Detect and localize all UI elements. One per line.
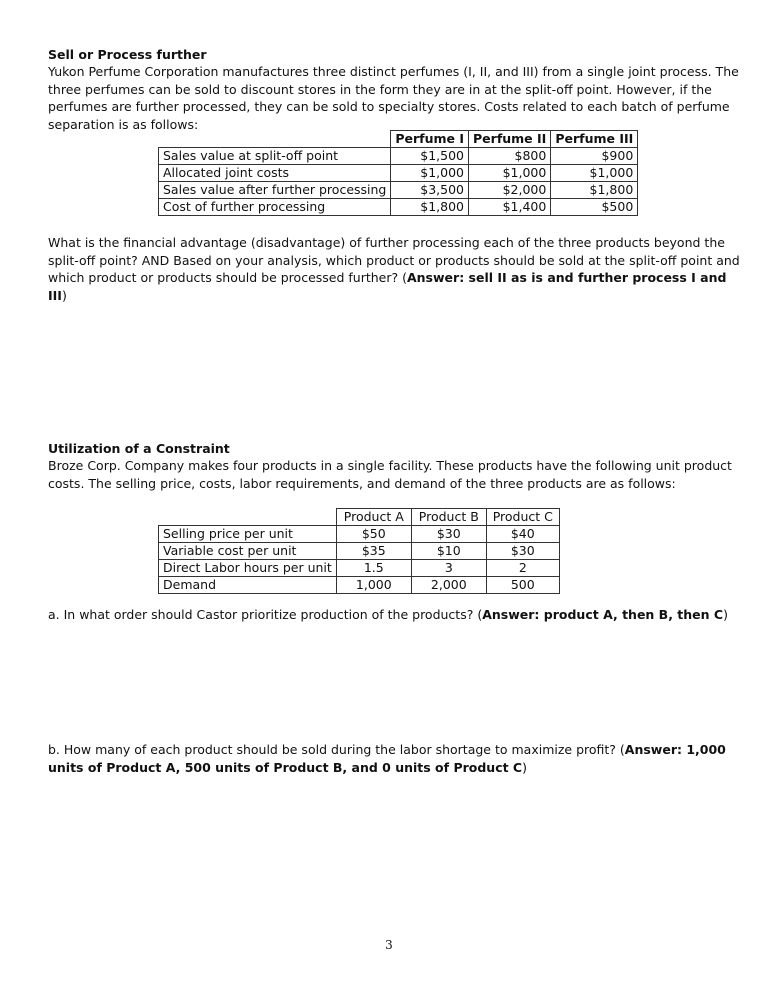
- table-header: Product C: [486, 509, 559, 526]
- table-row: [159, 199, 638, 216]
- table-cell: 1.5: [336, 560, 411, 577]
- question-1-close: ): [61, 287, 67, 303]
- table-cell: $3,500: [391, 182, 469, 199]
- table-cell: $35: [336, 543, 411, 560]
- table-cell: $1,800: [551, 182, 638, 199]
- answer-a-label: Answer:: [482, 607, 544, 622]
- row-label: Direct Labor hours per unit: [159, 560, 337, 577]
- question-a-text: a. In what order should Castor prioritize production of the products? (: [48, 607, 483, 622]
- table-cell: $1,000: [469, 165, 551, 182]
- table-corner-cell: [159, 131, 391, 148]
- section-sell-or-process: [48, 46, 740, 133]
- table-cell: 2: [486, 560, 559, 577]
- table-cell: 1,000: [336, 577, 411, 594]
- row-label: Selling price per unit: [159, 526, 337, 543]
- table-header: Perfume II: [469, 131, 551, 148]
- table-header-row: [159, 509, 560, 526]
- perfume-costs-table: [158, 130, 638, 216]
- question-b: [48, 741, 740, 776]
- table-cell: $10: [411, 543, 486, 560]
- table-header: Perfume III: [551, 131, 638, 148]
- row-label: Allocated joint costs: [159, 165, 391, 182]
- table-cell: $30: [411, 526, 486, 543]
- table-header-row: [159, 131, 638, 148]
- section-constraint: [48, 440, 740, 492]
- table-cell: $800: [469, 148, 551, 165]
- question-1: [48, 234, 740, 304]
- table-cell: $40: [486, 526, 559, 543]
- row-label: Sales value after further processing: [159, 182, 391, 199]
- table-row: [159, 148, 638, 165]
- table-row: [159, 577, 560, 594]
- table-header: Product B: [411, 509, 486, 526]
- section-intro: Yukon Perfume Corporation manufactures three distinct perfumes (I, II, and III) from a single joint process. The three perfumes can be sold to discount stores in the form they are in at the split-off point. However, if the perfumes are further processed, they can be sold to specialty stores. Costs related to each batch of perfume separation is as follows:: [48, 64, 739, 132]
- table-cell: $900: [551, 148, 638, 165]
- table-cell: 3: [411, 560, 486, 577]
- question-a: [48, 606, 740, 624]
- table-cell: $50: [336, 526, 411, 543]
- table-cell: 2,000: [411, 577, 486, 594]
- answer-1: Answer: sell II as is and further process I and III: [48, 270, 727, 303]
- table-cell: $1,500: [391, 148, 469, 165]
- section-title: Utilization of a Constraint: [48, 441, 230, 456]
- table-row: [159, 182, 638, 199]
- table-cell: $1,000: [391, 165, 469, 182]
- table-corner-cell: [159, 509, 337, 526]
- question-b-text: b. How many of each product should be sold during the labor shortage to maximize profit? (: [48, 742, 625, 757]
- table-cell: $1,800: [391, 199, 469, 216]
- table-cell: $1,400: [469, 199, 551, 216]
- product-costs-table: [158, 508, 560, 594]
- question-a-block: [48, 606, 740, 624]
- row-label: Cost of further processing: [159, 199, 391, 216]
- table-row: [159, 165, 638, 182]
- table-row: [159, 526, 560, 543]
- answer-b: Answer: 1,000 units of Product A, 500 units of Product B, and 0 units of Product C: [48, 742, 726, 775]
- question-a-close: ): [723, 607, 728, 622]
- table-cell: $500: [551, 199, 638, 216]
- table-row: [159, 543, 560, 560]
- row-label: Variable cost per unit: [159, 543, 337, 560]
- table-row: [159, 560, 560, 577]
- table-header: Product A: [336, 509, 411, 526]
- question-b-close: ): [522, 759, 527, 775]
- table-header: Perfume I: [391, 131, 469, 148]
- section-title: Sell or Process further: [48, 47, 207, 62]
- question-1-block: [48, 234, 740, 304]
- table-cell: 500: [486, 577, 559, 594]
- page-number: 3: [385, 938, 393, 952]
- table-cell: $2,000: [469, 182, 551, 199]
- section-intro: Broze Corp. Company makes four products in a single facility. These products have the following unit product costs. The selling price, costs, labor requirements, and demand of the three products are as follows:: [48, 458, 732, 491]
- question-b-block: [48, 741, 740, 776]
- row-label: Sales value at split-off point: [159, 148, 391, 165]
- row-label: Demand: [159, 577, 337, 594]
- answer-a: product A, then B, then C: [543, 607, 724, 622]
- question-1-text: What is the financial advantage (disadvantage) of further processing each of the three products beyond the split-off point? AND Based on your analysis, which product or products should be sold at the split-off point and which product or products should be processed further? (: [48, 235, 740, 285]
- table-cell: $30: [486, 543, 559, 560]
- table-cell: $1,000: [551, 165, 638, 182]
